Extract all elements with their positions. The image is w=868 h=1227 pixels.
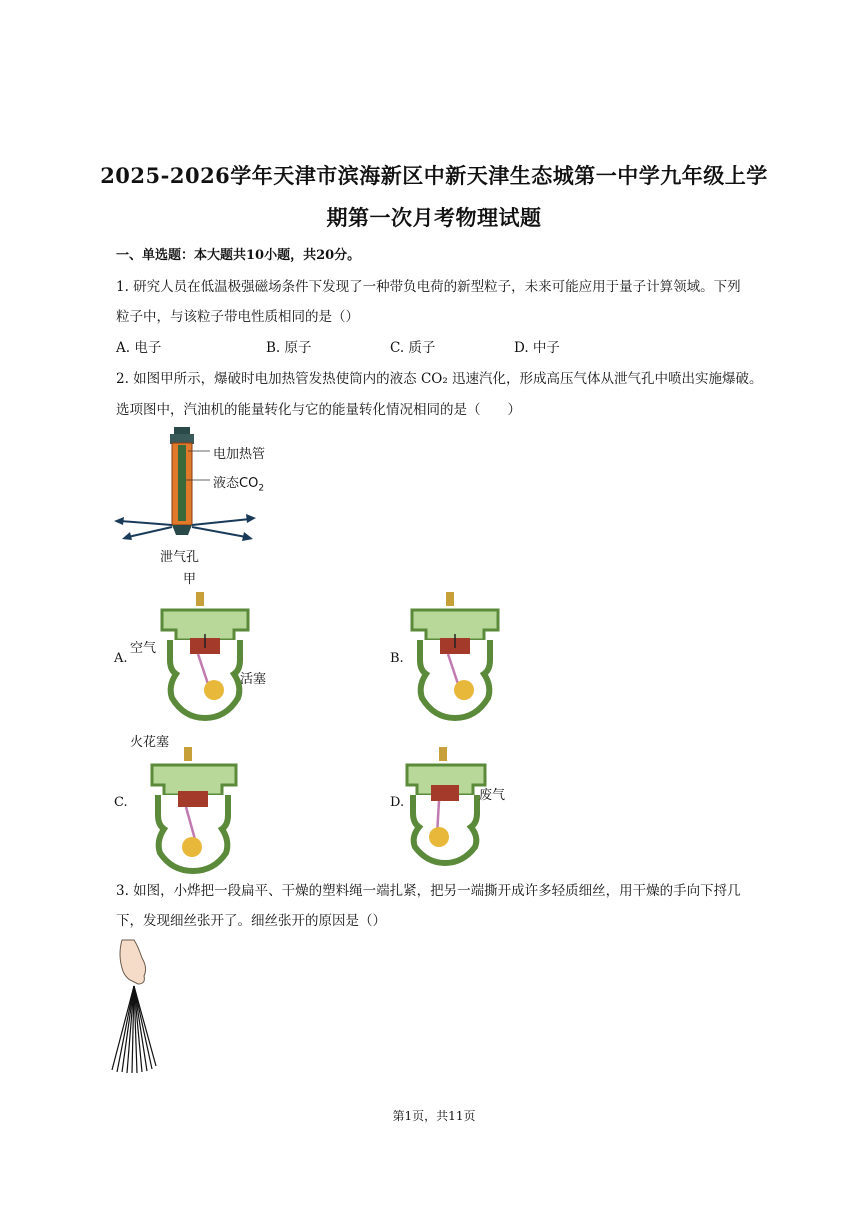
label-heater: 电加热管 [213,447,266,462]
q2-option-d-letter: D. [390,795,405,810]
q1-option-c: C. 质子 [390,340,436,356]
label-liquid-co2-text: 液态CO [213,476,259,491]
q1-text-line2: 粒子中，与该粒子带电性质相同的是（） [116,309,359,325]
engine-diagram-d [405,745,495,865]
figure-caption-jia: 甲 [183,572,197,587]
label-liquid-co2 [213,472,264,494]
page-title-line2: 期第一次月考物理试题 [326,205,542,230]
hand-strands-figure [108,938,168,1074]
q3-text-line2: 下，发现细丝张开了。细丝张开的原因是（） [116,913,386,929]
q1-text-line1: 1. 研究人员在低温极强磁场条件下发现了一种带负电荷的新型粒子，未来可能应用于量子计算领域。下列 [116,279,741,295]
q2-option-a-letter: A. [114,651,128,666]
q2-option-b-letter: B. [390,651,404,666]
q3-text-line1: 3. 如图，小烨把一段扁平、干燥的塑料绳一端扎紧，把另一端撕开成许多轻质细丝，用干燥的手向下捋几 [116,883,741,899]
q2-text-line2: 选项图中，汽油机的能量转化与它的能量转化情况相同的是（ ） [116,402,521,418]
q1-option-b: B. 原子 [266,340,312,356]
engine-diagram-a [150,590,260,722]
engine-diagram-c [150,745,260,875]
label-liquid-co2-subscript: 2 [258,483,265,494]
label-air: 空气 [130,641,157,656]
page-footer: 第1页，共11页 [392,1109,476,1123]
label-piston: 活塞 [240,672,267,687]
label-vent: 泄气孔 [160,550,200,565]
section-heading: 一、单选题：本大题共10小题，共20分。 [116,248,361,263]
q2-option-c-letter: C. [114,795,128,810]
page-title-line1: 2025-2026学年天津市滨海新区中新天津生态城第一中学九年级上学 [100,163,768,188]
label-spark-plug: 火花塞 [130,735,170,750]
q2-text-line1: 2. 如图甲所示，爆破时电加热管发热使筒内的液态 CO₂ 迅速汽化，形成高压气体从泄气孔中喷出实施爆破。 [116,371,763,387]
engine-diagram-b [400,590,510,722]
label-exhaust: 废气 [479,788,506,803]
q1-option-d: D. 中子 [514,340,560,356]
q1-option-a: A. 电子 [116,340,162,356]
